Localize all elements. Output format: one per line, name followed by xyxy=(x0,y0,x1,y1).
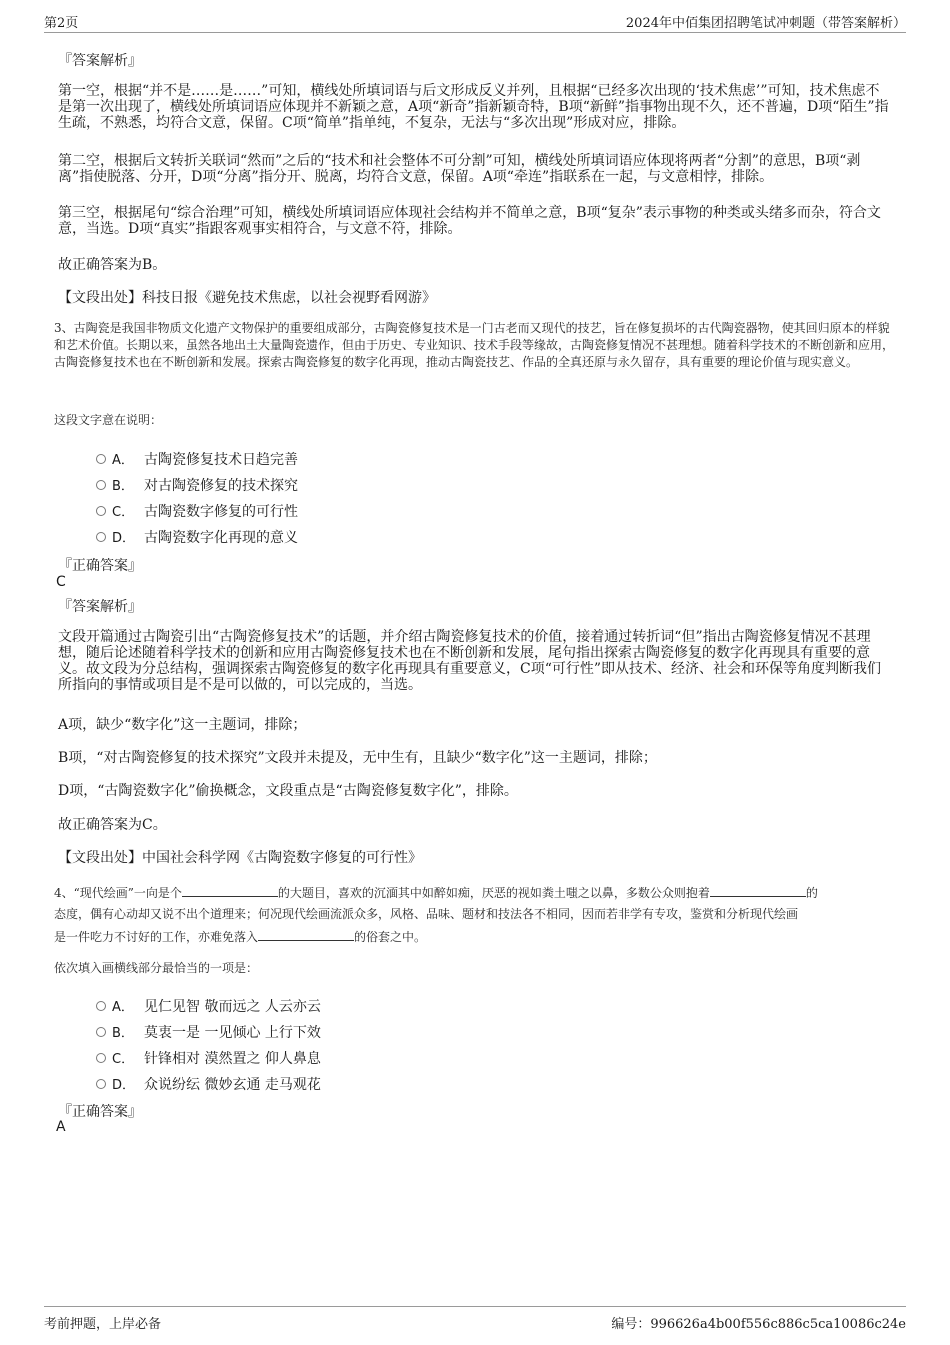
q2-analysis-label: 『答案解析』 xyxy=(58,53,142,69)
q4-prompt: 依次填入画横线部分最恰当的一项是： xyxy=(54,961,259,975)
q3-option-d[interactable]: D． 古陶瓷数字化再现的意义 xyxy=(96,527,298,547)
q3-analysis-label: 『答案解析』 xyxy=(58,599,142,615)
q3-option-b[interactable]: B． 对古陶瓷修复的技术探究 xyxy=(96,475,298,495)
q4-option-a[interactable]: A． 见仁见智 敬而远之 人云亦云 xyxy=(96,996,321,1016)
document-code: 编号：996626a4b00f556c886c5ca10086c24e xyxy=(611,1317,906,1332)
page-header xyxy=(44,10,906,33)
footer-slogan: 考前押题，上岸必备 xyxy=(44,1317,162,1332)
q4-stem-line2: 态度，偶有心动却又说不出个道理来；何况现代绘画流派众多，风格、品味、题材和技法各不相同，因而若非学有专攻，鉴赏和分析现代绘画 xyxy=(54,907,799,921)
radio-icon[interactable] xyxy=(96,506,106,516)
q4-stem-line1: 4、“现代绘画”一向是个 的大题目，喜欢的沉湎其中如醉如痴，厌恶的视如粪土嗤之以鼻，多数公众则抱着 的 xyxy=(54,886,818,900)
radio-icon[interactable] xyxy=(96,1027,106,1037)
q4-answer: A xyxy=(56,1119,66,1135)
q3-analysis-a: A项，缺少“数字化”这一主题词，排除； xyxy=(58,717,307,733)
fill-blank-2 xyxy=(710,884,806,897)
q3-analysis-b: B项，“对古陶瓷修复的技术探究”文段并未提及，无中生有，且缺少“数字化”这一主题词，排除； xyxy=(58,750,657,766)
radio-icon[interactable] xyxy=(96,480,106,490)
q3-prompt: 这段文字意在说明： xyxy=(54,413,163,427)
q3-analysis-d: D项，“古陶瓷数字化”偷换概念，文段重点是“古陶瓷修复数字化”，排除。 xyxy=(58,783,518,799)
q4-option-d[interactable]: D． 众说纷纭 微妙玄通 走马观花 xyxy=(96,1074,321,1094)
radio-icon[interactable] xyxy=(96,1001,106,1011)
q4-stem-line3: 是一件吃力不讨好的工作，亦难免落入 的俗套之中。 xyxy=(54,930,427,944)
q3-stem: 3、古陶瓷是我国非物质文化遗产文物保护的重要组成部分，古陶瓷修复技术是一门古老而又现代的技艺，旨在修复损坏的古代陶瓷器物，使其回归原本的样貌和艺术价值。长期以来，虽然各地出土大量陶瓷遗作，但由于历史、专业知识、技术手段等缘故，古陶瓷修复情况不甚理想。随着科学技术的不断创新和应用，古陶瓷修复技术也在不断创新和发展。探索古陶瓷修复的数字化再现，推动古陶瓷技艺、作品的全真还原与永久留存，具有重要的理论价值与现实意义。 xyxy=(54,321,895,369)
page-number: 第2页 xyxy=(44,16,79,31)
q3-answer-label: 『正确答案』 xyxy=(58,558,142,574)
radio-icon[interactable] xyxy=(96,1079,106,1089)
q2-analysis-p3: 第三空，根据尾句“综合治理”可知，横线处所填词语应体现社会结构并不简单之意，B项“复杂”表示事物的种类或头绪多而杂，符合文意，当选。D项“真实”指跟客观事实相符合，与文意不符，排除。 xyxy=(58,205,881,237)
q2-source: 【文段出处】科技日报《避免技术焦虑，以社会视野看网游》 xyxy=(58,290,436,306)
q3-analysis-p1: 文段开篇通过古陶瓷引出“古陶瓷修复技术”的话题，并介绍古陶瓷修复技术的价值，接着通过转折词“但”指出古陶瓷修复情况不甚理想，随后论述随着科学技术的创新和应用古陶瓷修复技术也在不断创新和发展，尾句指出探索古陶瓷修复的数字化再现具有重要的意义。故文段为分总结构，强调探索古陶瓷修复的数字化再现具有重要意义，C项“可行性”即从技术、经济、社会和环保等角度判断我们所指向的事情或项目是不是可以做的，可以完成的，当选。 xyxy=(58,629,882,693)
q2-conclusion: 故正确答案为B。 xyxy=(58,257,167,273)
radio-icon[interactable] xyxy=(96,454,106,464)
radio-icon[interactable] xyxy=(96,1053,106,1063)
q3-source: 【文段出处】中国社会科学网《古陶瓷数字修复的可行性》 xyxy=(58,850,422,866)
q4-answer-label: 『正确答案』 xyxy=(58,1104,142,1120)
q2-analysis-p1: 第一空，根据“并不是……是……”可知，横线处所填词语与后文形成反义并列，且根据“已经多次出现的‘技术焦虑’”可知，技术焦虑不是第一次出现了，横线处所填词语应体现并不新颖之意，A项“新奇”指新颖奇特，B项“新鲜”指事物出现不久，还不普遍，D项“陌生”指生疏，不熟悉，均符合文意，保留。C项“简单”指单纯，不复杂，无法与“多次出现”形成对应，排除。 xyxy=(58,83,889,131)
q3-conclusion: 故正确答案为C。 xyxy=(58,817,167,833)
q4-option-b[interactable]: B． 莫衷一是 一见倾心 上行下效 xyxy=(96,1022,321,1042)
q3-option-a[interactable]: A． 古陶瓷修复技术日趋完善 xyxy=(96,449,298,469)
page-footer xyxy=(44,1306,906,1332)
document-title: 2024年中佰集团招聘笔试冲刺题（带答案解析） xyxy=(625,16,906,31)
q3-answer: C xyxy=(56,574,66,590)
fill-blank-3 xyxy=(258,928,354,941)
radio-icon[interactable] xyxy=(96,532,106,542)
q4-option-c[interactable]: C． 针锋相对 漠然置之 仰人鼻息 xyxy=(96,1048,321,1068)
q2-analysis-p2: 第二空，根据后文转折关联词“然而”之后的“技术和社会整体不可分割”可知，横线处所填词语应体现将两者“分割”的意思，B项“剥离”指使脱落、分开，D项“分离”指分开、脱离，均符合文意，保留。A项“牵连”指联系在一起，与文意相悖，排除。 xyxy=(58,153,861,185)
q3-option-c[interactable]: C． 古陶瓷数字修复的可行性 xyxy=(96,501,298,521)
fill-blank-1 xyxy=(182,884,278,897)
